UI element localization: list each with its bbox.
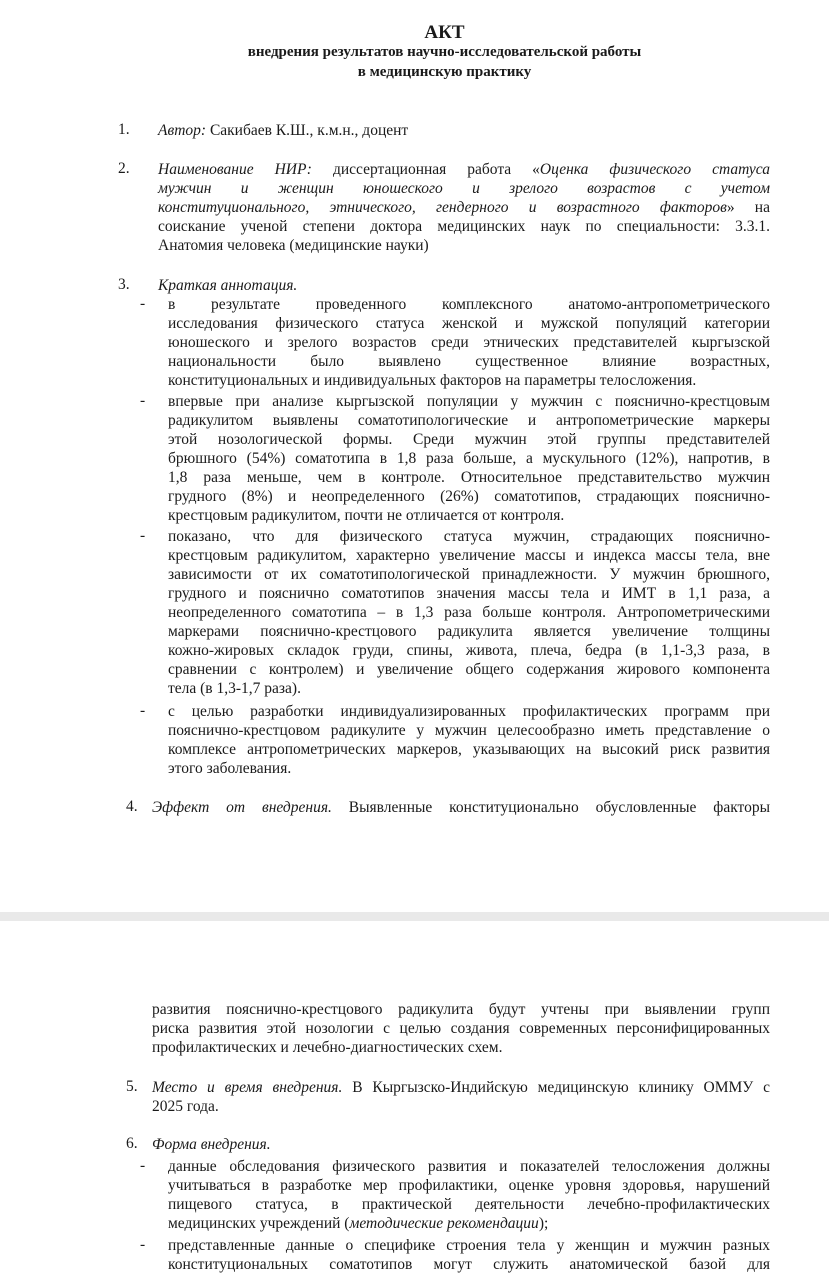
item-5-label: Место и время внедрения. <box>152 1079 343 1096</box>
form-1-line-4 <box>168 1214 548 1233</box>
item-4-continuation-line-2: риска развития этой нозологии с целью создания современных персонифицированных <box>152 1020 770 1037</box>
annotation-3-line-6: маркерами пояснично-крестцового радикулита является увеличение толщины <box>168 623 770 640</box>
item-2-line-5: Анатомия человека (медицинские науки) <box>158 237 429 254</box>
annotation-2-line-3: этой нозологической формы. Среди мужчин этой группы представителей <box>168 431 770 448</box>
item-4-line-1 <box>152 798 770 817</box>
item-1-value: Сакибаев К.Ш., к.м.н., доцент <box>206 122 409 139</box>
item-6-label: Форма внедрения. <box>152 1136 271 1153</box>
item-2-number: 2. <box>118 160 130 177</box>
annotation-3-line-3: зависимости от их соматотипологической принадлежности. У мужчин брюшного, <box>168 566 770 583</box>
item-1-number: 1. <box>118 121 130 138</box>
item-2-line-1 <box>158 160 770 179</box>
annotation-1-line-4: национальности было выявлено существенное влияние возрастных, <box>168 353 770 370</box>
item-4-text: Выявленные конституционально обусловленные факторы <box>331 799 771 816</box>
item-6-number: 6. <box>126 1135 138 1152</box>
item-2-line-4: соискание ученой степени доктора медицинских наук по специальности: 3.3.1. <box>158 218 770 235</box>
item-3-number: 3. <box>118 276 130 293</box>
annotation-4-line-3: комплексе антропометрических маркеров, указывающих на высокий риск развития <box>168 741 770 758</box>
item-5-number: 5. <box>126 1078 138 1095</box>
annotation-3-line-7: кожно-жировых складок груди, спины, живота, плеча, бедра (в 1,1-3,3 раза, в <box>168 642 770 659</box>
document-subtitle-line-1: внедрения результатов научно-исследовательской работы <box>247 44 642 60</box>
item-1-label: Автор: <box>158 122 207 139</box>
annotation-3-line-9: тела (в 1,3-1,7 раза). <box>168 680 301 697</box>
form-1-text: медицинских учреждений ( <box>168 1215 350 1232</box>
annotation-3-line-4: грудного и пояснично соматотипов значения массы тела и ИМТ в 1,1 раза, а <box>168 585 770 602</box>
document-subtitle-line-2: в медицинскую практику <box>357 64 532 80</box>
item-4-number: 4. <box>126 798 138 815</box>
item-4-continuation-line-1: развития пояснично-крестцового радикулита будут учтены при выявлении групп <box>152 1001 770 1018</box>
form-2-line-1: представленные данные о специфике строения тела у женщин и мужчин разных <box>168 1237 770 1254</box>
annotation-2-line-5: 1,8 раза меньше, чем в контроле. Относительное представительство мужчин <box>168 469 770 486</box>
item-2-line-2: мужчин и женщин юношеского и зрелого возрастов с учетом <box>158 180 770 197</box>
annotation-1-line-3: юношеского и зрелого возрастов среди этнических представителей кыргызской <box>168 334 770 351</box>
annotation-3-line-5: неопределенного соматотипа – в 1,3 раза больше контроля. Антропометрическими <box>168 604 770 621</box>
item-2-text: » на <box>726 199 770 216</box>
annotation-3-line-8: сравнении с контролем) и увеличение общего содержания жирового компонента <box>168 661 770 678</box>
item-4-label: Эффект от внедрения. <box>152 799 332 816</box>
item-5-line-1 <box>152 1078 770 1097</box>
item-2-text: диссертационная работа « <box>311 161 540 178</box>
annotation-1-line-5: конституциональных и индивидуальных факторов на параметры телосложения. <box>168 372 697 389</box>
bullet-dash: - <box>140 702 146 719</box>
annotation-4-line-2: пояснично-крестцовом радикулите у мужчин целесообразно иметь представление о <box>168 722 770 739</box>
item-1-text <box>158 121 408 140</box>
item-3-label: Краткая аннотация. <box>158 277 298 294</box>
form-1-emphasis: методические рекомендации <box>349 1215 539 1232</box>
item-2-title-part: Оценка физического статуса <box>539 161 771 178</box>
form-1-text-end: ); <box>538 1215 549 1232</box>
bullet-dash: - <box>140 392 146 409</box>
annotation-2-line-2: радикулитом выявлены соматотипологические и антропометрические маркеры <box>168 412 770 429</box>
bullet-dash: - <box>140 295 146 312</box>
form-1-line-2: учитываться в разработке мер профилактики, оценке уровня здоровья, нарушений <box>168 1177 770 1194</box>
annotation-4-line-1: с целью разработки индивидуализированных профилактических программ при <box>168 703 770 720</box>
annotation-1-line-2: исследования физического статуса женской и мужской популяций категории <box>168 315 770 332</box>
annotation-2-line-4: брюшного (54%) соматотипа в 1,8 раза больше, а мускульного (12%), напротив, в <box>168 450 770 467</box>
item-2-line-3 <box>158 198 770 217</box>
item-2-title-part: конституционального, этнического, гендерного и возрастного факторов <box>158 199 727 216</box>
bullet-dash: - <box>140 1157 146 1174</box>
form-1-line-1: данные обследования физического развития и показателей телосложения должны <box>168 1158 770 1175</box>
item-2-label: Наименование НИР: <box>158 161 312 178</box>
annotation-4-line-4: этого заболевания. <box>168 760 292 777</box>
form-2-line-2: конституциональных соматотипов могут служить анатомической базой для <box>168 1256 770 1273</box>
form-1-line-3: пищевого статуса, в практической деятельности лечебно-профилактических <box>168 1196 770 1213</box>
annotation-2-line-1: впервые при анализе кыргызской популяции у мужчин с пояснично-крестцовым <box>168 393 770 410</box>
bullet-dash: - <box>140 1236 146 1253</box>
page-separator <box>0 912 829 921</box>
annotation-3-line-1: показано, что для физического статуса мужчин, страдающих пояснично- <box>168 528 770 545</box>
document-page-2 <box>0 921 829 1280</box>
item-5-line-2: 2025 года. <box>152 1098 219 1115</box>
bullet-dash: - <box>140 527 146 544</box>
document-title: АКТ <box>424 22 465 43</box>
annotation-3-line-2: крестцовым радикулитом, характерно увеличение массы и индекса массы тела, вне <box>168 547 770 564</box>
annotation-2-line-6: грудного (8%) и неопределенного (26%) соматотипов, страдающих пояснично- <box>168 488 770 505</box>
annotation-2-line-7: крестцовым радикулитом, почти не отличается от контроля. <box>168 507 565 524</box>
item-4-continuation-line-3: профилактических и лечебно-диагностических схем. <box>152 1039 503 1056</box>
annotation-1-line-1: в результате проведенного комплексного анатомо-антропометрического <box>168 296 770 313</box>
item-5-text: В Кыргызско-Индийскую медицинскую клинику ОММУ с <box>342 1079 770 1096</box>
